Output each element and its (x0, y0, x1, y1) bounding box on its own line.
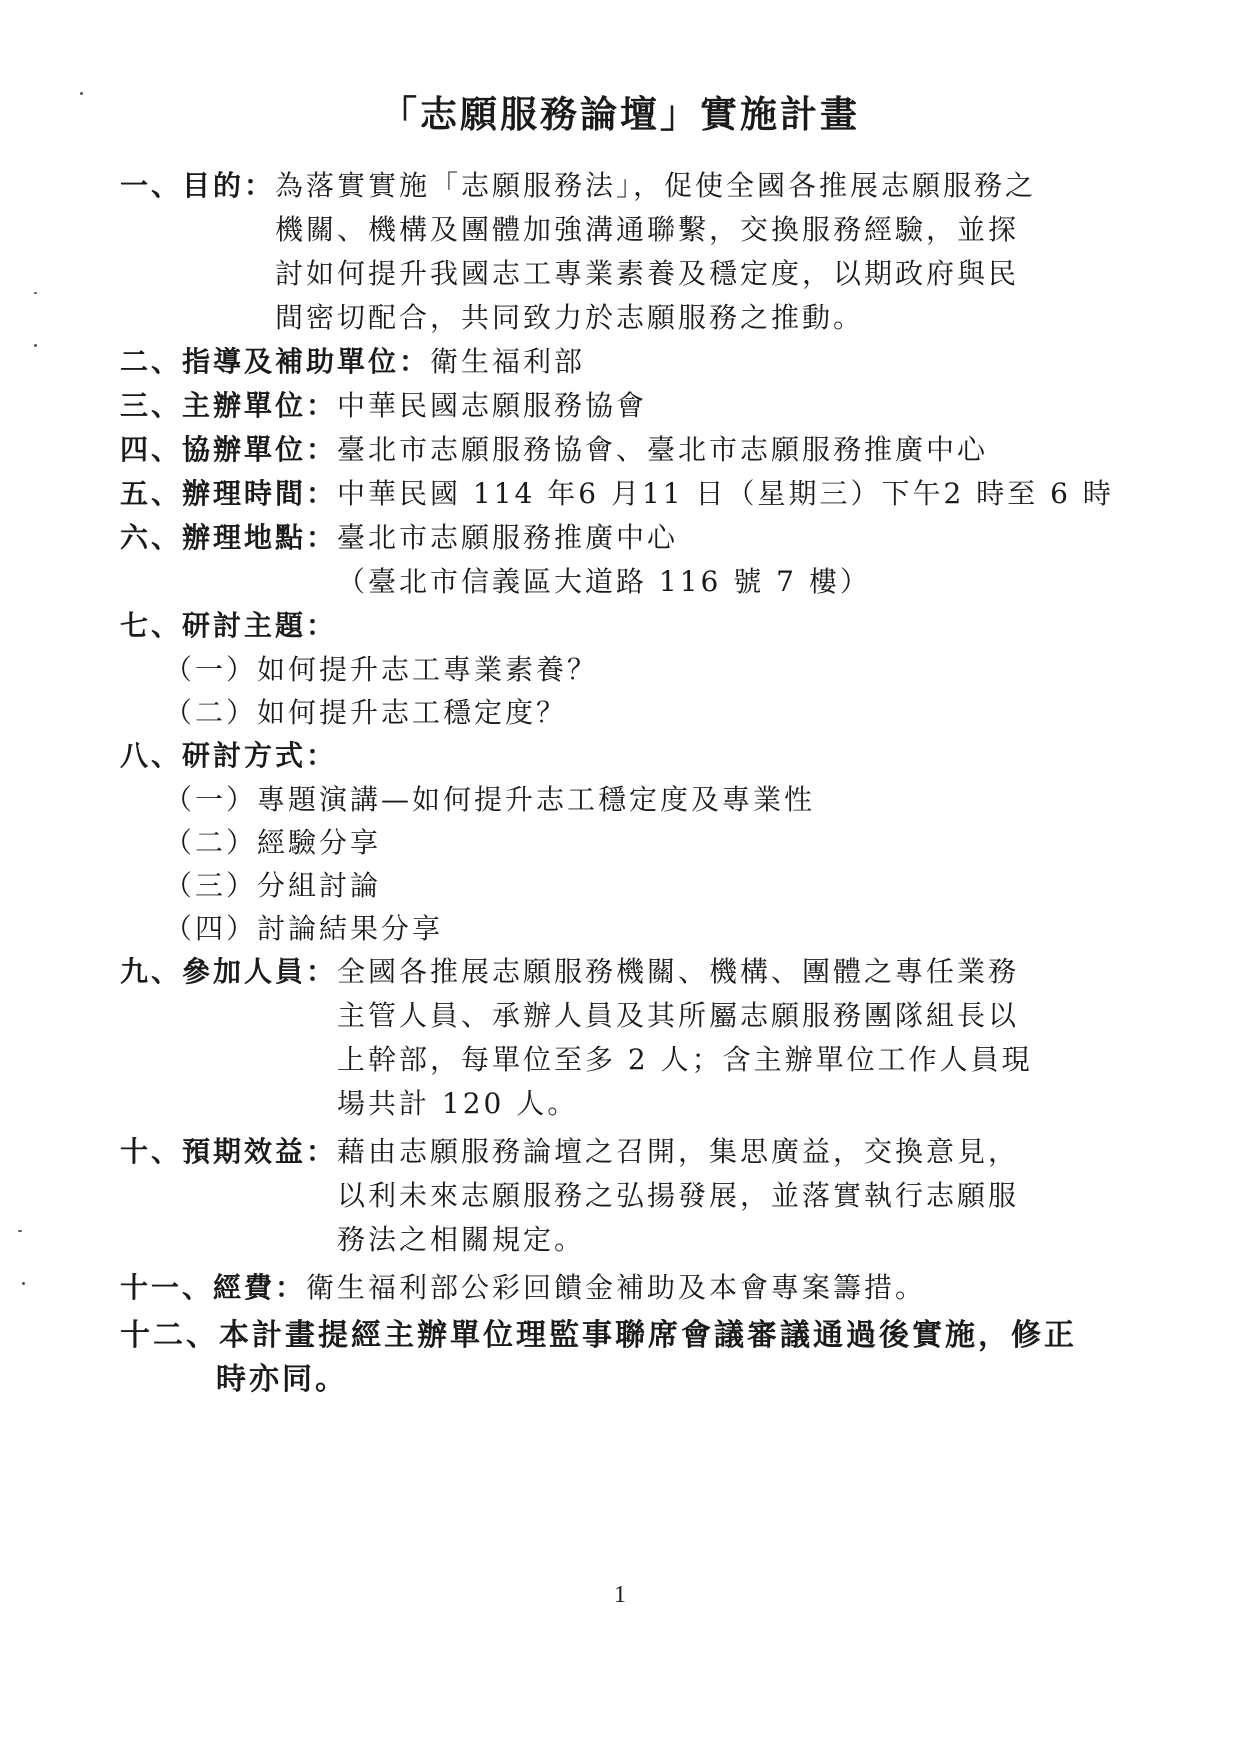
section-text (337, 950, 1130, 1126)
section-label: 十一、經費： (120, 1271, 307, 1304)
section-guidance (120, 340, 1130, 384)
list-item: （四）討論結果分享 (164, 912, 444, 945)
section-text: 臺北市志願服務協會、臺北市志願服務推廣中心 (337, 433, 989, 466)
section-organizer (120, 384, 1130, 428)
scan-speck (34, 292, 37, 294)
page-number: 1 (614, 1582, 626, 1608)
section-label: 六、辦理地點： (120, 521, 338, 554)
text-line: 以利未來志願服務之弘揚發展，並落實執行志願服 (337, 1179, 1020, 1212)
text-line: 場共計 120 人。 (337, 1087, 579, 1120)
section-text (337, 516, 1130, 604)
section-text: 中華民國志願服務協會 (337, 389, 648, 422)
section-text: 十二、本計畫提經主辦單位理監事聯席會議審議通過後實施，修正 (120, 1318, 1077, 1353)
section-label: 九、參加人員： (120, 955, 338, 988)
text-line: 為落實實施「志願服務法」，促使全國各推展志願服務之 (275, 169, 1037, 202)
section-funding (120, 1266, 1130, 1310)
list-item: （一）專題演講—如何提升志工穩定度及專業性 (164, 783, 816, 816)
scan-speck (18, 1230, 22, 1232)
page-title: 「志願服務論壇」實施計畫 (380, 92, 860, 136)
section-time (120, 472, 1130, 516)
text-line: 藉由志願服務論壇之召開，集思廣益，交換意見， (337, 1135, 1020, 1168)
section-label: 三、主辦單位： (120, 389, 338, 422)
list-item: （一）如何提升志工專業素養？ (164, 653, 599, 686)
section-approval-continued (120, 1358, 1130, 1402)
section-co-organizer (120, 428, 1130, 472)
text-line: 上幹部，每單位至多 2 人；含主辦單位工作人員現 (337, 1043, 1033, 1076)
section-methods (120, 734, 1130, 778)
section-label: 四、協辦單位： (120, 433, 338, 466)
text-line: 全國各推展志願服務機關、機構、團體之專任業務 (337, 955, 1020, 988)
text-line: 臺北市志願服務推廣中心 (337, 521, 679, 554)
text-line: 間密切配合，共同致力於志願服務之推動。 (275, 301, 865, 334)
section-text: 時亦同。 (216, 1362, 348, 1397)
section-benefits (120, 1130, 1130, 1262)
section-text: 中華民國 114 年6 月11 日（星期三）下午2 時至 6 時 (337, 477, 1114, 510)
address-line: （臺北市信義區大道路 116 號 7 樓） (337, 565, 871, 598)
scan-speck (22, 1282, 25, 1285)
section-place (120, 516, 1130, 604)
section-participants (120, 950, 1130, 1126)
list-item: （三）分組討論 (164, 869, 382, 902)
list-item: （二）經驗分享 (164, 826, 382, 859)
section-label: 八、研討方式： (120, 739, 338, 772)
scan-speck (34, 344, 37, 347)
text-line: 務法之相關規定。 (337, 1223, 586, 1256)
section-label: 五、辦理時間： (120, 477, 338, 510)
section-text (337, 1130, 1130, 1262)
section-label: 二、指導及補助單位： (120, 345, 431, 378)
section-label: 一、目的： (120, 169, 276, 202)
text-line: 機關、機構及團體加強溝通聯繫，交換服務經驗，並探 (275, 213, 1020, 246)
document-body (120, 164, 1130, 1402)
text-line: 主管人員、承辦人員及其所屬志願服務團隊組長以 (337, 999, 1020, 1032)
section-label: 七、研討主題： (120, 609, 338, 642)
section-text: 衛生福利部 (430, 345, 586, 378)
section-text: 衛生福利部公彩回饋金補助及本會專案籌措。 (306, 1271, 927, 1304)
section-text (275, 164, 1130, 340)
section-label: 十、預期效益： (120, 1135, 338, 1168)
text-line: 討如何提升我國志工專業素養及穩定度，以期政府與民 (275, 257, 1020, 290)
list-item: （二）如何提升志工穩定度？ (164, 696, 568, 729)
section-purpose (120, 164, 1130, 340)
section-topics (120, 604, 1130, 648)
section-approval (120, 1314, 1130, 1358)
